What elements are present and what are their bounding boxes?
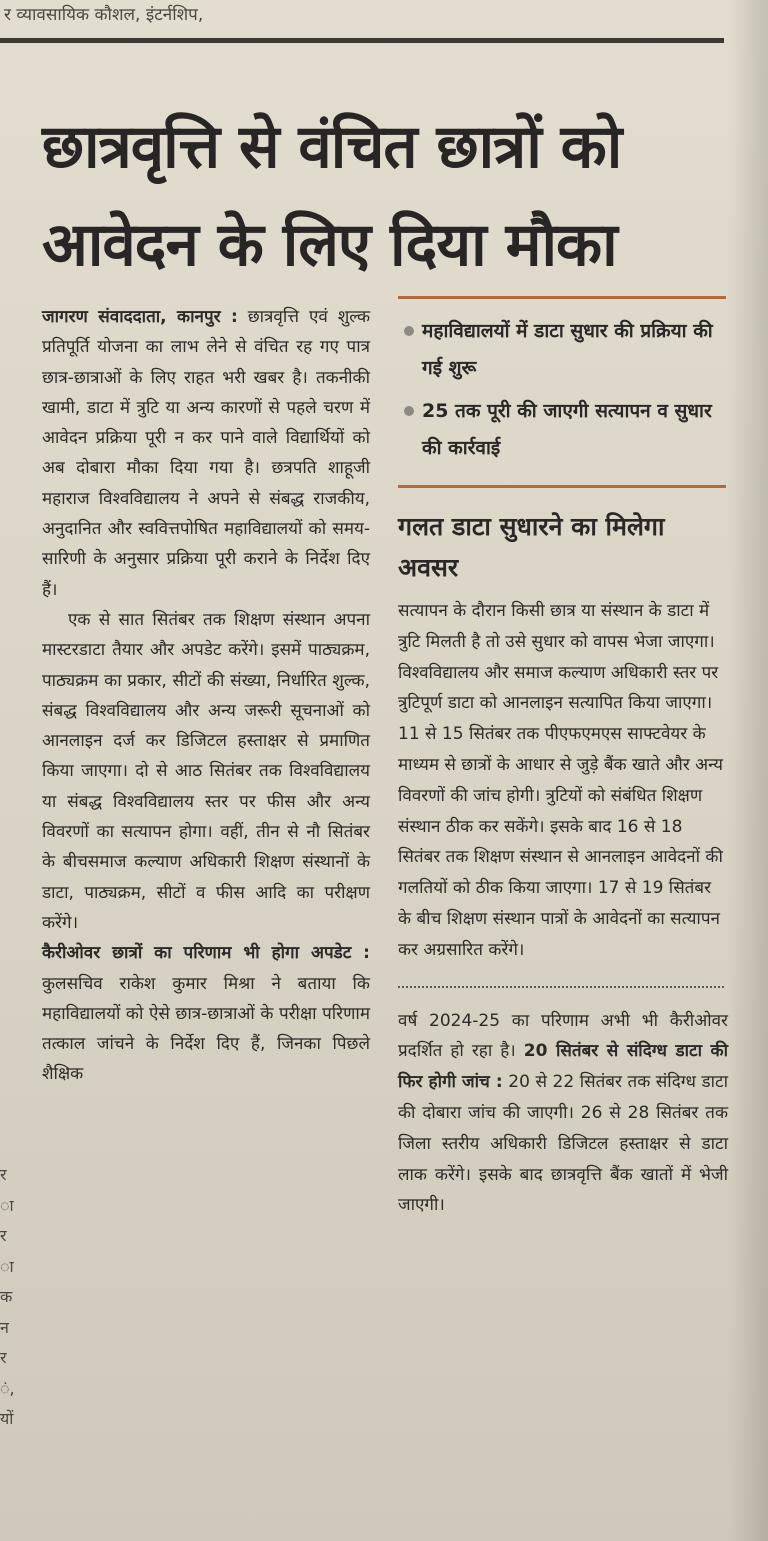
highlight-item: 25 तक पूरी की जाएगी सत्यापन व सुधार की कार्रवाई bbox=[398, 393, 728, 467]
sidebar-column bbox=[398, 296, 728, 1221]
paragraph-2: एक से सात सितंबर तक शिक्षण संस्थान अपना मास्टरडाटा तैयार और अपडेट करेंगे। इसमें पाठ्यक्रम, पाठ्यक्रम का प्रकार, सीटों की संख्या, निर्धारित शुल्क, संबद्ध विश्वविद्यालय और अन्य जरूरी सूचनाओं को आनलाइन दर्ज कर डिजिटल हस्ताक्षर से प्रमाणित किया जाएगा। दो से आठ सितंबर तक विश्वविद्यालय या संबद्ध विश्वविद्यालय स्तर पर फीस और अन्य विवरणों का सत्यापन होगा। वहीं, तीन से नौ सितंबर के बीचसमाज कल्याण अधिकारी शिक्षण संस्थानों के डाटा, पाठ्यक्रम, सीटों व फीस आदि का परीक्षण करेंगे। bbox=[42, 609, 370, 933]
article-body bbox=[42, 302, 370, 1090]
headline-line-1: छात्रवृत्ति से वंचित छात्रों को bbox=[42, 112, 622, 182]
highlight-bottom-rule bbox=[398, 485, 726, 488]
paragraph-3: कैरीओवर छात्रों का परिणाम भी होगा अपडेट : कुलसचिव राकेश कुमार मिश्रा ने बताया कि महाविद्यालयों को ऐसे छात्र-छात्राओं के परीक्षा परिणाम तत्काल जांचने के निर्देश दिए हैं, जिनका पिछले शैक्षिक bbox=[42, 943, 370, 1085]
adjacent-column-fragment: र ा र ा क न र ं, यों bbox=[0, 1165, 15, 1428]
headline bbox=[42, 98, 722, 294]
highlight-item: महाविद्यालयों में डाटा सुधार की प्रक्रिया की गई शुरू bbox=[398, 313, 728, 387]
bullet-icon bbox=[404, 326, 414, 336]
sidebar-subhead: गलत डाटा सुधारने का मिलेगा अवसर bbox=[398, 512, 665, 582]
byline: जागरण संवाददाता, कानपुर : bbox=[42, 307, 238, 327]
previous-article-fragment: र व्यावसायिक कौशल, इंटर्नशिप, bbox=[4, 5, 204, 25]
page-edge-shadow bbox=[728, 0, 768, 1541]
bullet-icon bbox=[404, 406, 414, 416]
headline-line-2: आवेदन के लिए दिया मौका bbox=[42, 210, 617, 280]
paragraph-1: जागरण संवाददाता, कानपुर : छात्रवृत्ति एवं शुल्क प्रतिपूर्ति योजना का लाभ लेने से वंचित रह गए पात्र छात्र-छात्राओं के लिए राहत भरी खबर है। तकनीकी खामी, डाटा में त्रुटि या अन्य कारणों से पहले चरण में आवेदन प्रक्रिया पूरी न कर पाने वाले विद्यार्थियों को अब दोबारा मौका दिया गया है। छत्रपति शाहूजी महाराज विश्वविद्यालय ने अपने से संबद्ध राजकीय, अनुदानित और स्ववित्तपोषित महाविद्यालयों को समय-सारिणी के अनुसार प्रक्रिया पूरी कराने के निर्देश दिए हैं। bbox=[42, 307, 370, 600]
dotted-divider bbox=[398, 986, 724, 988]
inline-subhead: 20 सितंबर से संदिग्ध डाटा की फिर होगी जांच : bbox=[398, 1041, 728, 1093]
sidebar-paragraph-2: वर्ष 2024-25 का परिणाम अभी भी कैरीओवर प्रदर्शित हो रहा है। 20 सितंबर से संदिग्ध डाटा की फिर होगी जांच : 20 से 22 सितंबर तक संदिग्ध डाटा की दोबारा जांच की जाएगी। 26 से 28 सितंबर तक जिला स्तरीय अधिकारी डिजिटल हस्ताक्षर से डाटा लाक करेंगे। इसके बाद छात्रवृत्ति बैंक खातों में भेजी जाएगी। bbox=[398, 1010, 728, 1216]
inline-subhead: कैरीओवर छात्रों का परिणाम भी होगा अपडेट : bbox=[42, 943, 370, 964]
highlights-box bbox=[398, 299, 728, 485]
section-divider bbox=[0, 38, 724, 43]
sidebar-paragraph-1: सत्यापन के दौरान किसी छात्र या संस्थान के डाटा में त्रुटि मिलती है तो उसे सुधार को वापस भेजा जाएगा। विश्वविद्यालय और समाज कल्याण अधिकारी स्तर पर त्रुटिपूर्ण डाटा को आनलाइन सत्यापित किया जाएगा। 11 से 15 सितंबर तक पीएफएमएस साफ्टवेयर के माध्यम से छात्रों के आधार से जुड़े बैंक खाते और अन्य विवरणों की जांच होगी। त्रुटियों को संबंधित शिक्षण संस्थान ठीक कर सकेंगे। इसके बाद 16 से 18 सितंबर तक शिक्षण संस्थान से आनलाइन आवेदनों की गलतियों को ठीक किया जाएगा। 17 से 19 सितंबर के बीच शिक्षण संस्थान पात्रों के आवेदनों का सत्यापन कर अग्रसारित करेंगे। bbox=[398, 601, 724, 960]
